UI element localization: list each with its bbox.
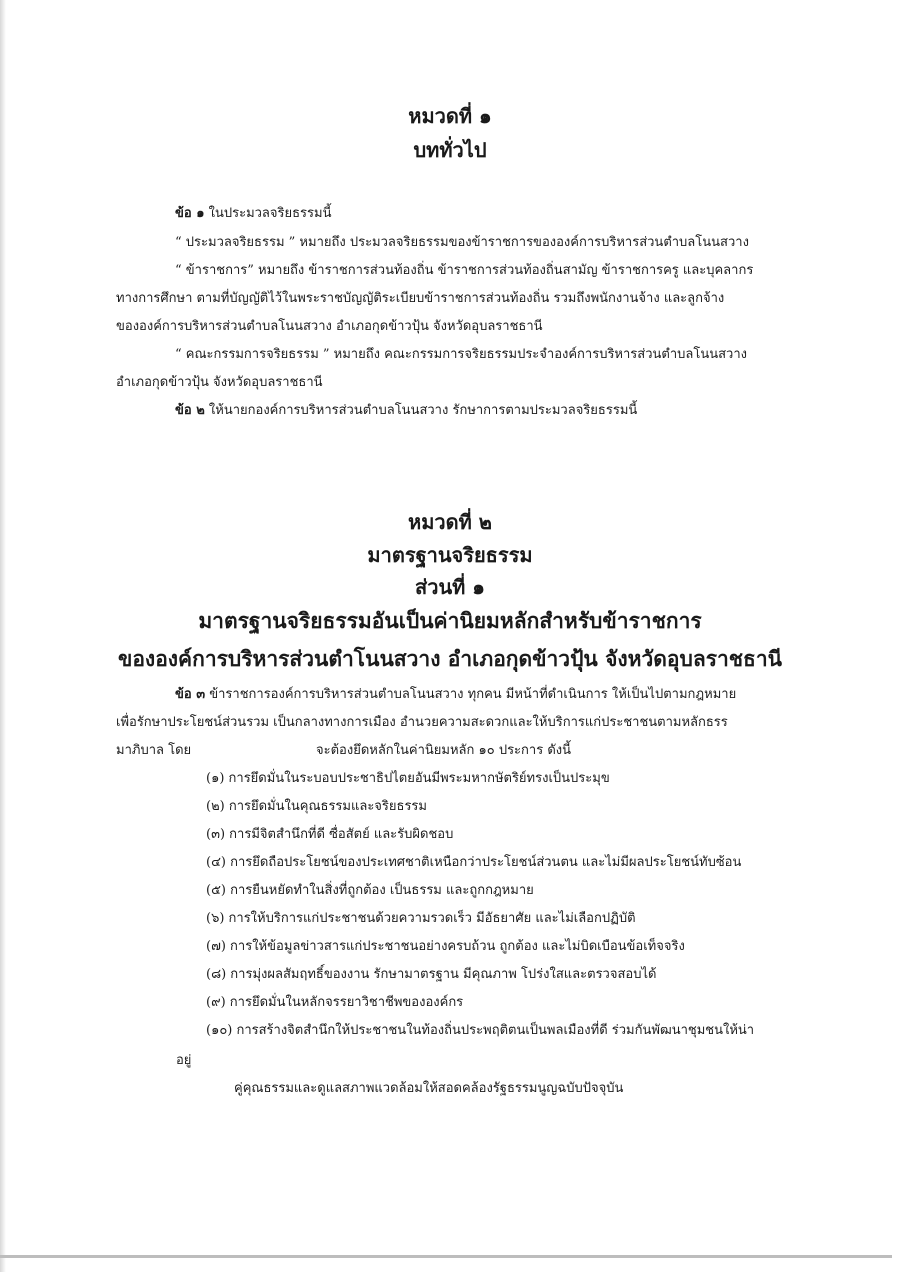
clause-text: ในประมวลจริยธรรมนี้ bbox=[204, 206, 332, 221]
definition-official-line: ทางการศึกษา ตามที่บัญญัติไว้ในพระราชบัญญัติระเบียบข้าราชการส่วนท้องถิ่น รวมถึงพนักงานจ้าง และลูกจ้าง bbox=[116, 291, 725, 306]
value-item: (๗) การให้ข้อมูลข่าวสารแก่ประชาชนอย่างครบถ้วน ถูกต้อง และไม่บิดเบือนข้อเท็จจริง bbox=[206, 939, 685, 954]
value-item: (๔) การยึดถือประโยชน์ของประเทศชาติเหนือกว่าประโยชน์ส่วนตน และไม่มีผลประโยชน์ทับซ้อน bbox=[206, 855, 742, 870]
clause3-line: เพื่อรักษาประโยชน์ส่วนรวม เป็นกลางทางการเมือง อำนวยความสะดวกและให้บริการแก่ประชาชนตามหลักธรร bbox=[116, 715, 728, 730]
scan-edge-bottom bbox=[0, 1255, 892, 1258]
clause3-line: จะต้องยึดหลักในค่านิยมหลัก ๑๐ ประการ ดังนี้ bbox=[316, 743, 572, 758]
clause3-line bbox=[175, 686, 736, 704]
definition-committee-line: อำเภอกุดข้าวปุ้น จังหวัดอุบลราชธานี bbox=[116, 375, 323, 390]
value-item: (๖) การให้บริการแก่ประชาชนด้วยความรวดเร็ว มีอัธยาศัย และไม่เลือกปฏิบัติ bbox=[206, 911, 636, 926]
scan-edge bbox=[0, 0, 6, 1272]
value-item-continued: อยู่ bbox=[176, 1053, 192, 1068]
clause2-line bbox=[175, 402, 637, 420]
clause-number: ข้อ ๒ bbox=[175, 403, 205, 418]
definition-committee-line: “ คณะกรรมการจริยธรรม ” หมายถึง คณะกรรมการจริยธรรมประจำองค์การบริหารส่วนตำบลโนนสวาง bbox=[175, 347, 748, 362]
clause1-line bbox=[175, 205, 331, 223]
clause-text: ข้าราชการองค์การบริหารส่วนตำบลโนนสวาง ทุกคน มีหน้าที่ดำเนินการ ให้เป็นไปตามกฎหมาย bbox=[205, 687, 737, 702]
part1-title: ส่วนที่ ๑ bbox=[415, 575, 485, 599]
clause3-line: มาภิบาล โดย bbox=[116, 743, 192, 758]
value-item: (๙) การยึดมั่นในหลักจรรยาวิชาชีพขององค์กร bbox=[206, 995, 464, 1010]
section-heading: มาตรฐานจริยธรรมอันเป็นค่านิยมหลักสำหรับข้าราชการ bbox=[198, 608, 702, 633]
value-item: (๒) การยึดมั่นในคุณธรรมและจริยธรรม bbox=[206, 799, 427, 814]
clause-text: ให้นายกองค์การบริหารส่วนตำบลโนนสวาง รักษาการตามประมวลจริยธรรมนี้ bbox=[204, 403, 638, 418]
chapter1-title: หมวดที่ ๑ bbox=[408, 104, 492, 128]
clause-number: ข้อ ๑ bbox=[175, 206, 205, 221]
definition-official-line: ขององค์การบริหารส่วนตำบลโนนสวาง อำเภอกุดข้าวปุ้น จังหวัดอุบลราชธานี bbox=[116, 319, 543, 334]
value-item: (๓) การมีจิตสำนึกที่ดี ซื่อสัตย์ และรับผิดชอบ bbox=[206, 827, 454, 842]
section-heading: ขององค์การบริหารส่วนตำโนนสวาง อำเภอกุดข้าวปุ้น จังหวัดอุบลราชธานี bbox=[117, 646, 783, 671]
clause-number: ข้อ ๓ bbox=[175, 687, 206, 702]
value-item: (๑) การยึดมั่นในระบอบประชาธิปไตยอันมีพระมหากษัตริย์ทรงเป็นประมุข bbox=[206, 771, 610, 786]
value-item: (๕) การยืนหยัดทำในสิ่งที่ถูกต้อง เป็นธรรม และถูกกฎหมาย bbox=[206, 883, 534, 898]
value-item: (๑๐) การสร้างจิตสำนึกให้ประชาชนในท้องถิ่นประพฤติตนเป็นพลเมืองที่ดี ร่วมกันพัฒนาชุมชนให้น่า bbox=[206, 1023, 755, 1038]
chapter1-subtitle: บททั่วไป bbox=[413, 138, 487, 162]
definition-official-line: “ ข้าราชการ” หมายถึง ข้าราชการส่วนท้องถิ่น ข้าราชการส่วนท้องถิ่นสามัญ ข้าราชการครู และบุคลากร bbox=[175, 263, 754, 278]
definition-code-line: “ ประมวลจริยธรรม ” หมายถึง ประมวลจริยธรรมของข้าราชการขององค์การบริหารส่วนตำบลโนนสวาง bbox=[175, 235, 749, 250]
value-item: (๘) การมุ่งผลสัมฤทธิ์ของงาน รักษามาตรฐาน มีคุณภาพ โปร่งใสและตรวจสอบได้ bbox=[206, 967, 657, 982]
value-item-continued: คู่คุณธรรมและดูแลสภาพแวดล้อมให้สอดคล้องรัฐธรรมนูญฉบับปัจจุบัน bbox=[234, 1081, 624, 1096]
chapter2-title: หมวดที่ ๒ bbox=[408, 510, 492, 534]
chapter2-subtitle: มาตรฐานจริยธรรม bbox=[367, 543, 533, 567]
